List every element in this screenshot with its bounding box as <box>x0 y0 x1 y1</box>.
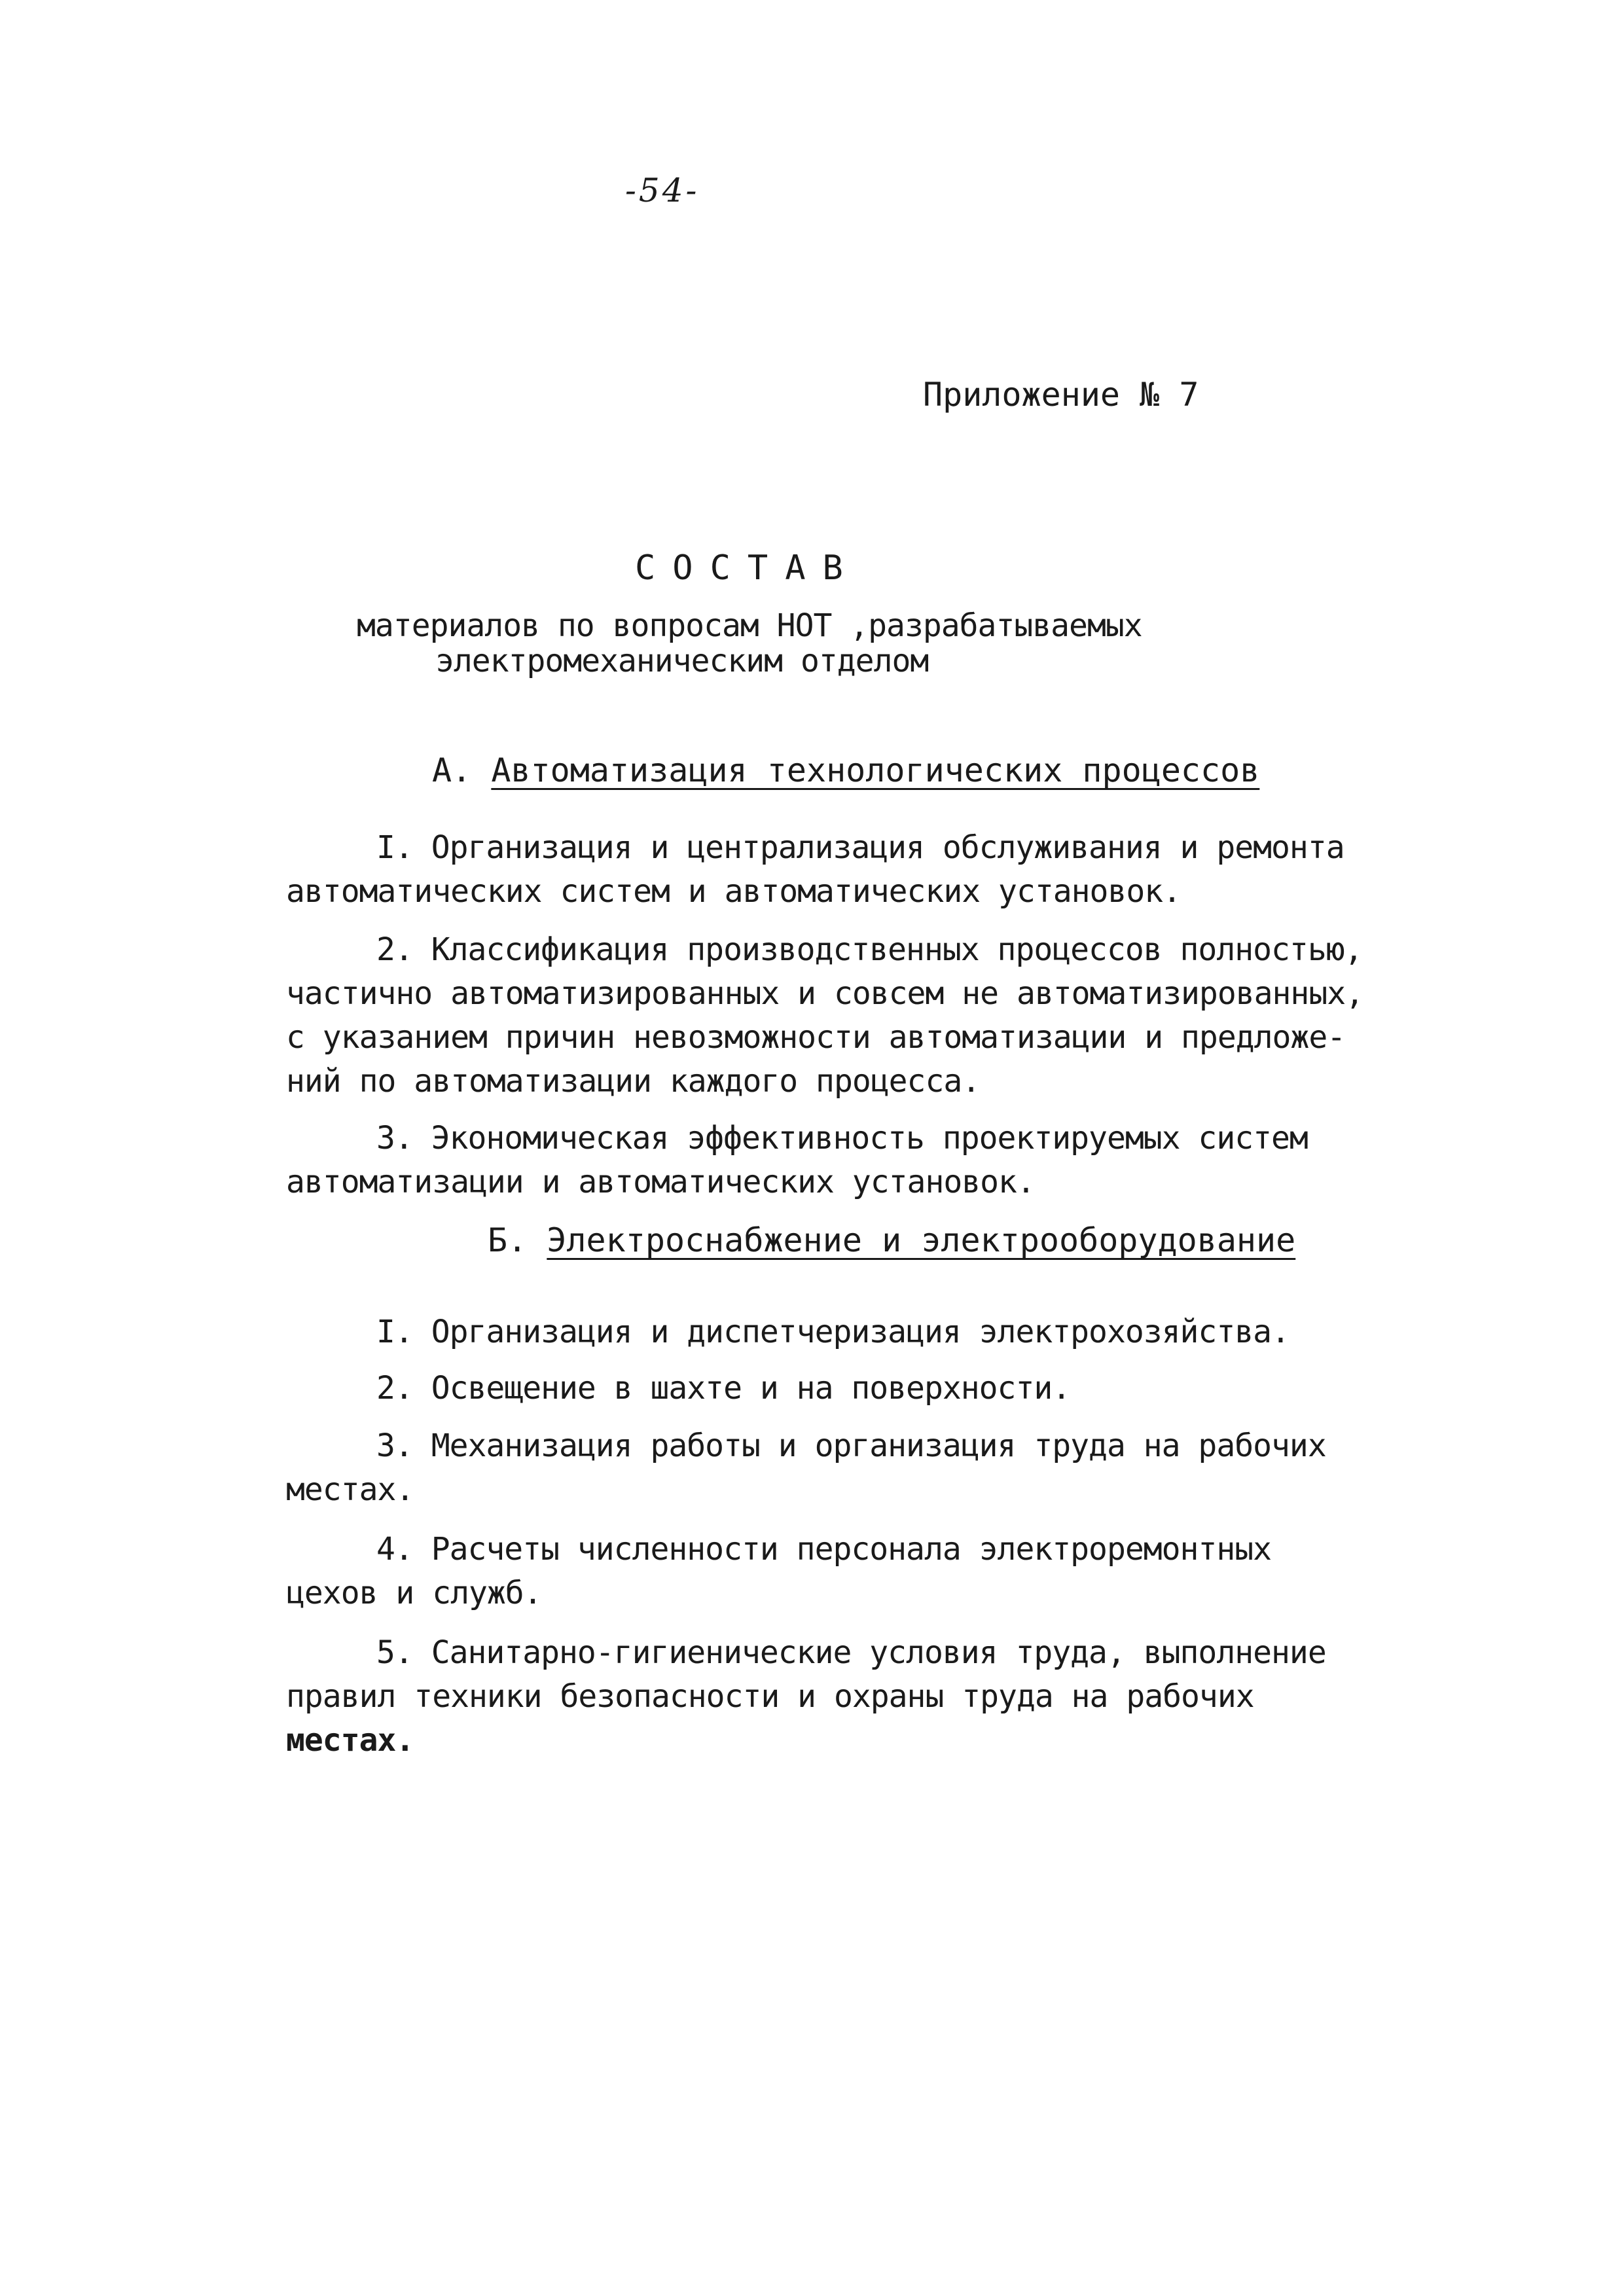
item-line: частично автоматизированных и совсем не автоматизированных, <box>286 975 1364 1012</box>
item-line: 2. Классификация производственных процессов полностью, <box>376 931 1363 968</box>
item-line: с указанием причин невозможности автоматизации и предложе- <box>286 1019 1346 1056</box>
item-line: местах. <box>286 1722 414 1759</box>
item-line: 5. Санитарно-гигиенические условия труда, выполнение <box>376 1634 1326 1671</box>
section-b-item-5 <box>286 1631 1412 1763</box>
item-line: правил техники безопасности и охраны труда на рабочих <box>286 1678 1254 1715</box>
item-line: автоматических систем и автоматических установок. <box>286 873 1182 910</box>
page-number: -54- <box>625 171 700 209</box>
section-b-title: Электроснабжение и электрооборудование <box>547 1221 1296 1259</box>
section-a-heading <box>432 751 1259 789</box>
item-line: 3. Механизация работы и организация труда на рабочих <box>376 1427 1326 1464</box>
subtitle-line-1: материалов по вопросам НОТ ,разрабатываемых <box>357 607 1142 644</box>
item-line: I. Организация и централизация обслуживания и ремонта <box>376 829 1344 866</box>
document-title: СОСТАВ <box>635 548 860 588</box>
section-b-item-2 <box>286 1367 1412 1410</box>
subtitle-line-2: электромеханическим отделом <box>435 643 929 679</box>
item-line: I. Организация и диспетчеризация электрохозяйства. <box>376 1314 1290 1350</box>
item-line: 2. Освещение в шахте и на поверхности. <box>376 1370 1071 1407</box>
item-line: 4. Расчеты численности персонала электроремонтных <box>376 1531 1272 1568</box>
section-b-item-1 <box>286 1310 1412 1354</box>
section-a-item-3 <box>286 1117 1412 1204</box>
item-line: 3. Экономическая эффективность проектируемых систем <box>376 1120 1308 1157</box>
section-b-item-3 <box>286 1424 1412 1512</box>
item-line: ний по автоматизации каждого процесса. <box>286 1063 981 1100</box>
section-b-prefix: Б. <box>488 1221 528 1259</box>
item-line: местах. <box>286 1471 414 1508</box>
section-b-item-4 <box>286 1528 1412 1615</box>
section-a-title: Автоматизация технологических процессов <box>491 751 1260 789</box>
appendix-label: Приложение № 7 <box>923 376 1199 414</box>
item-line: цехов и служб. <box>286 1575 542 1611</box>
section-a-item-2 <box>286 928 1412 1103</box>
section-b-heading <box>488 1221 1295 1259</box>
section-a-item-1 <box>286 826 1412 914</box>
section-a-prefix: А. <box>432 751 472 789</box>
item-line: автоматизации и автоматических установок. <box>286 1164 1035 1200</box>
